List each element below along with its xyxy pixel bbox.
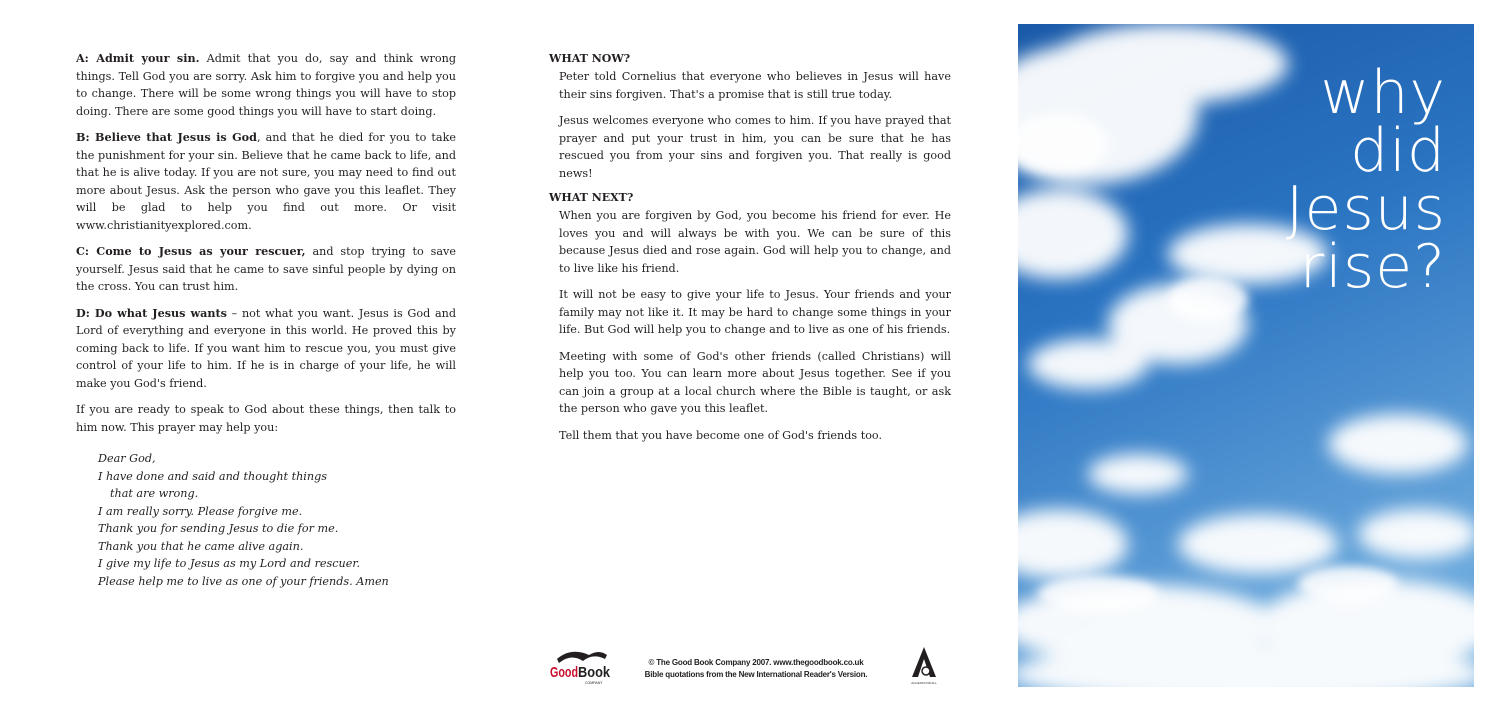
middle-panel xyxy=(549,50,951,453)
prayer-line: Dear God, xyxy=(98,452,156,465)
prayer xyxy=(98,450,456,590)
step-d-lead: D: Do what Jesus wants xyxy=(76,305,227,320)
prayer-line: I am really sorry. Please forgive me. xyxy=(98,504,303,518)
prayer-line: Thank you that he came alive again. xyxy=(98,539,304,553)
logo-top-text: THE xyxy=(573,654,581,659)
step-d-text: – not what you want. Jesus is God and Lord of everything and everyone in this world. He proved this by coming back to life. If you want him to rescue you, you must give control of your life to him. If he is in charge of your life, he will make you God's friend. xyxy=(76,306,456,390)
left-panel xyxy=(76,50,456,590)
cover-panel xyxy=(1018,24,1474,687)
logo-bottom-text: COMPANY xyxy=(585,681,603,685)
cover-title-line: Jesus xyxy=(1285,174,1446,244)
what-now-section xyxy=(549,68,951,182)
step-b-text: , and that he died for you to take the punishment for your sin. Believe that he came back to life, and that he is alive today. If you are not sure, you may need to find out more about Jesus. Ask the person who gave you this leaflet. They will be glad to help you find out more. Or visit www.christianityexplored.com. xyxy=(76,131,456,232)
step-c-lead: C: Come to Jesus as your rescuer, xyxy=(76,244,306,258)
cover-title-line: why xyxy=(1320,58,1446,128)
step-b-lead: B: Believe that Jesus is God xyxy=(76,130,257,144)
good-book-logo xyxy=(549,645,611,687)
copyright-line2: Bible quotations from the New International Reader's Version. xyxy=(644,670,868,679)
prayer-line: I have done and said and thought things xyxy=(98,469,327,483)
prayer-line: Thank you for sending Jesus to die for me. xyxy=(98,522,339,535)
prayer-line: that are wrong. xyxy=(110,487,199,500)
access-for-all-logo xyxy=(909,645,939,687)
what-now-p2: Jesus welcomes everyone who comes to him. If you have prayed that prayer and put your trust in him, you can be sure that he has rescued you from your sins and forgiven you. That really is good news! xyxy=(559,114,951,180)
cover-title xyxy=(1285,58,1446,302)
what-next-section xyxy=(549,207,951,444)
copyright-line1: © The Good Book Company 2007. www.thegoodbook.co.uk xyxy=(648,658,864,667)
logo-book-text: Book xyxy=(578,664,611,681)
prayer-line: Please help me to live as one of your friends. Amen xyxy=(98,574,389,588)
logo-good-text: Good xyxy=(550,664,578,681)
what-next-p1: When you are forgiven by God, you become his friend for ever. He loves you and will always be with you. We can be sure of this because Jesus died and rose again. God will help you to change, and to live like his friend. xyxy=(559,209,951,275)
copyright xyxy=(621,657,891,681)
what-next-p4: Tell them that you have become one of God's friends too. xyxy=(559,428,883,442)
prayer-line: I give my life to Jesus as my Lord and rescuer. xyxy=(98,557,361,570)
access-text: ACCESS FOR ALL xyxy=(911,681,937,685)
step-a-lead: A: Admit your sin. xyxy=(76,51,200,65)
what-next-p2: It will not be easy to give your life to Jesus. Your friends and your family may not like it. It may be hard to change some things in your life. But God will help you to change and to live as one of his friends. xyxy=(559,288,951,336)
step-c xyxy=(76,243,456,296)
what-next-p3: Meeting with some of God's other friends (called Christians) will help you too. You can learn more about Jesus together. See if you can join a group at a local church where the Bible is taught, or ask the person who gave you this leaflet. xyxy=(559,349,951,415)
step-d xyxy=(76,305,456,393)
prayer-intro: If you are ready to speak to God about these things, then talk to him now. This prayer may help you: xyxy=(76,403,456,434)
step-b xyxy=(76,129,456,234)
what-next-heading: WHAT NEXT? xyxy=(549,191,634,204)
step-c-text: and stop trying to save yourself. Jesus said that he came to save sinful people by dying on the cross. You can trust him. xyxy=(76,245,456,293)
step-a-text: Admit that you do, say and think wrong things. Tell God you are sorry. Ask him to forgive you and help you to change. There will be some wrong things you will have to stop doing. There are some good things you will have to start doing. xyxy=(76,52,456,118)
cover-title-line: rise? xyxy=(1299,232,1446,302)
cover-title-line: did xyxy=(1350,116,1446,186)
step-a xyxy=(76,50,456,120)
what-now-heading: WHAT NOW? xyxy=(549,52,631,65)
footer xyxy=(549,645,951,691)
what-now-p1: Peter told Cornelius that everyone who believes in Jesus will have their sins forgiven. That's a promise that is still true today. xyxy=(559,70,951,101)
